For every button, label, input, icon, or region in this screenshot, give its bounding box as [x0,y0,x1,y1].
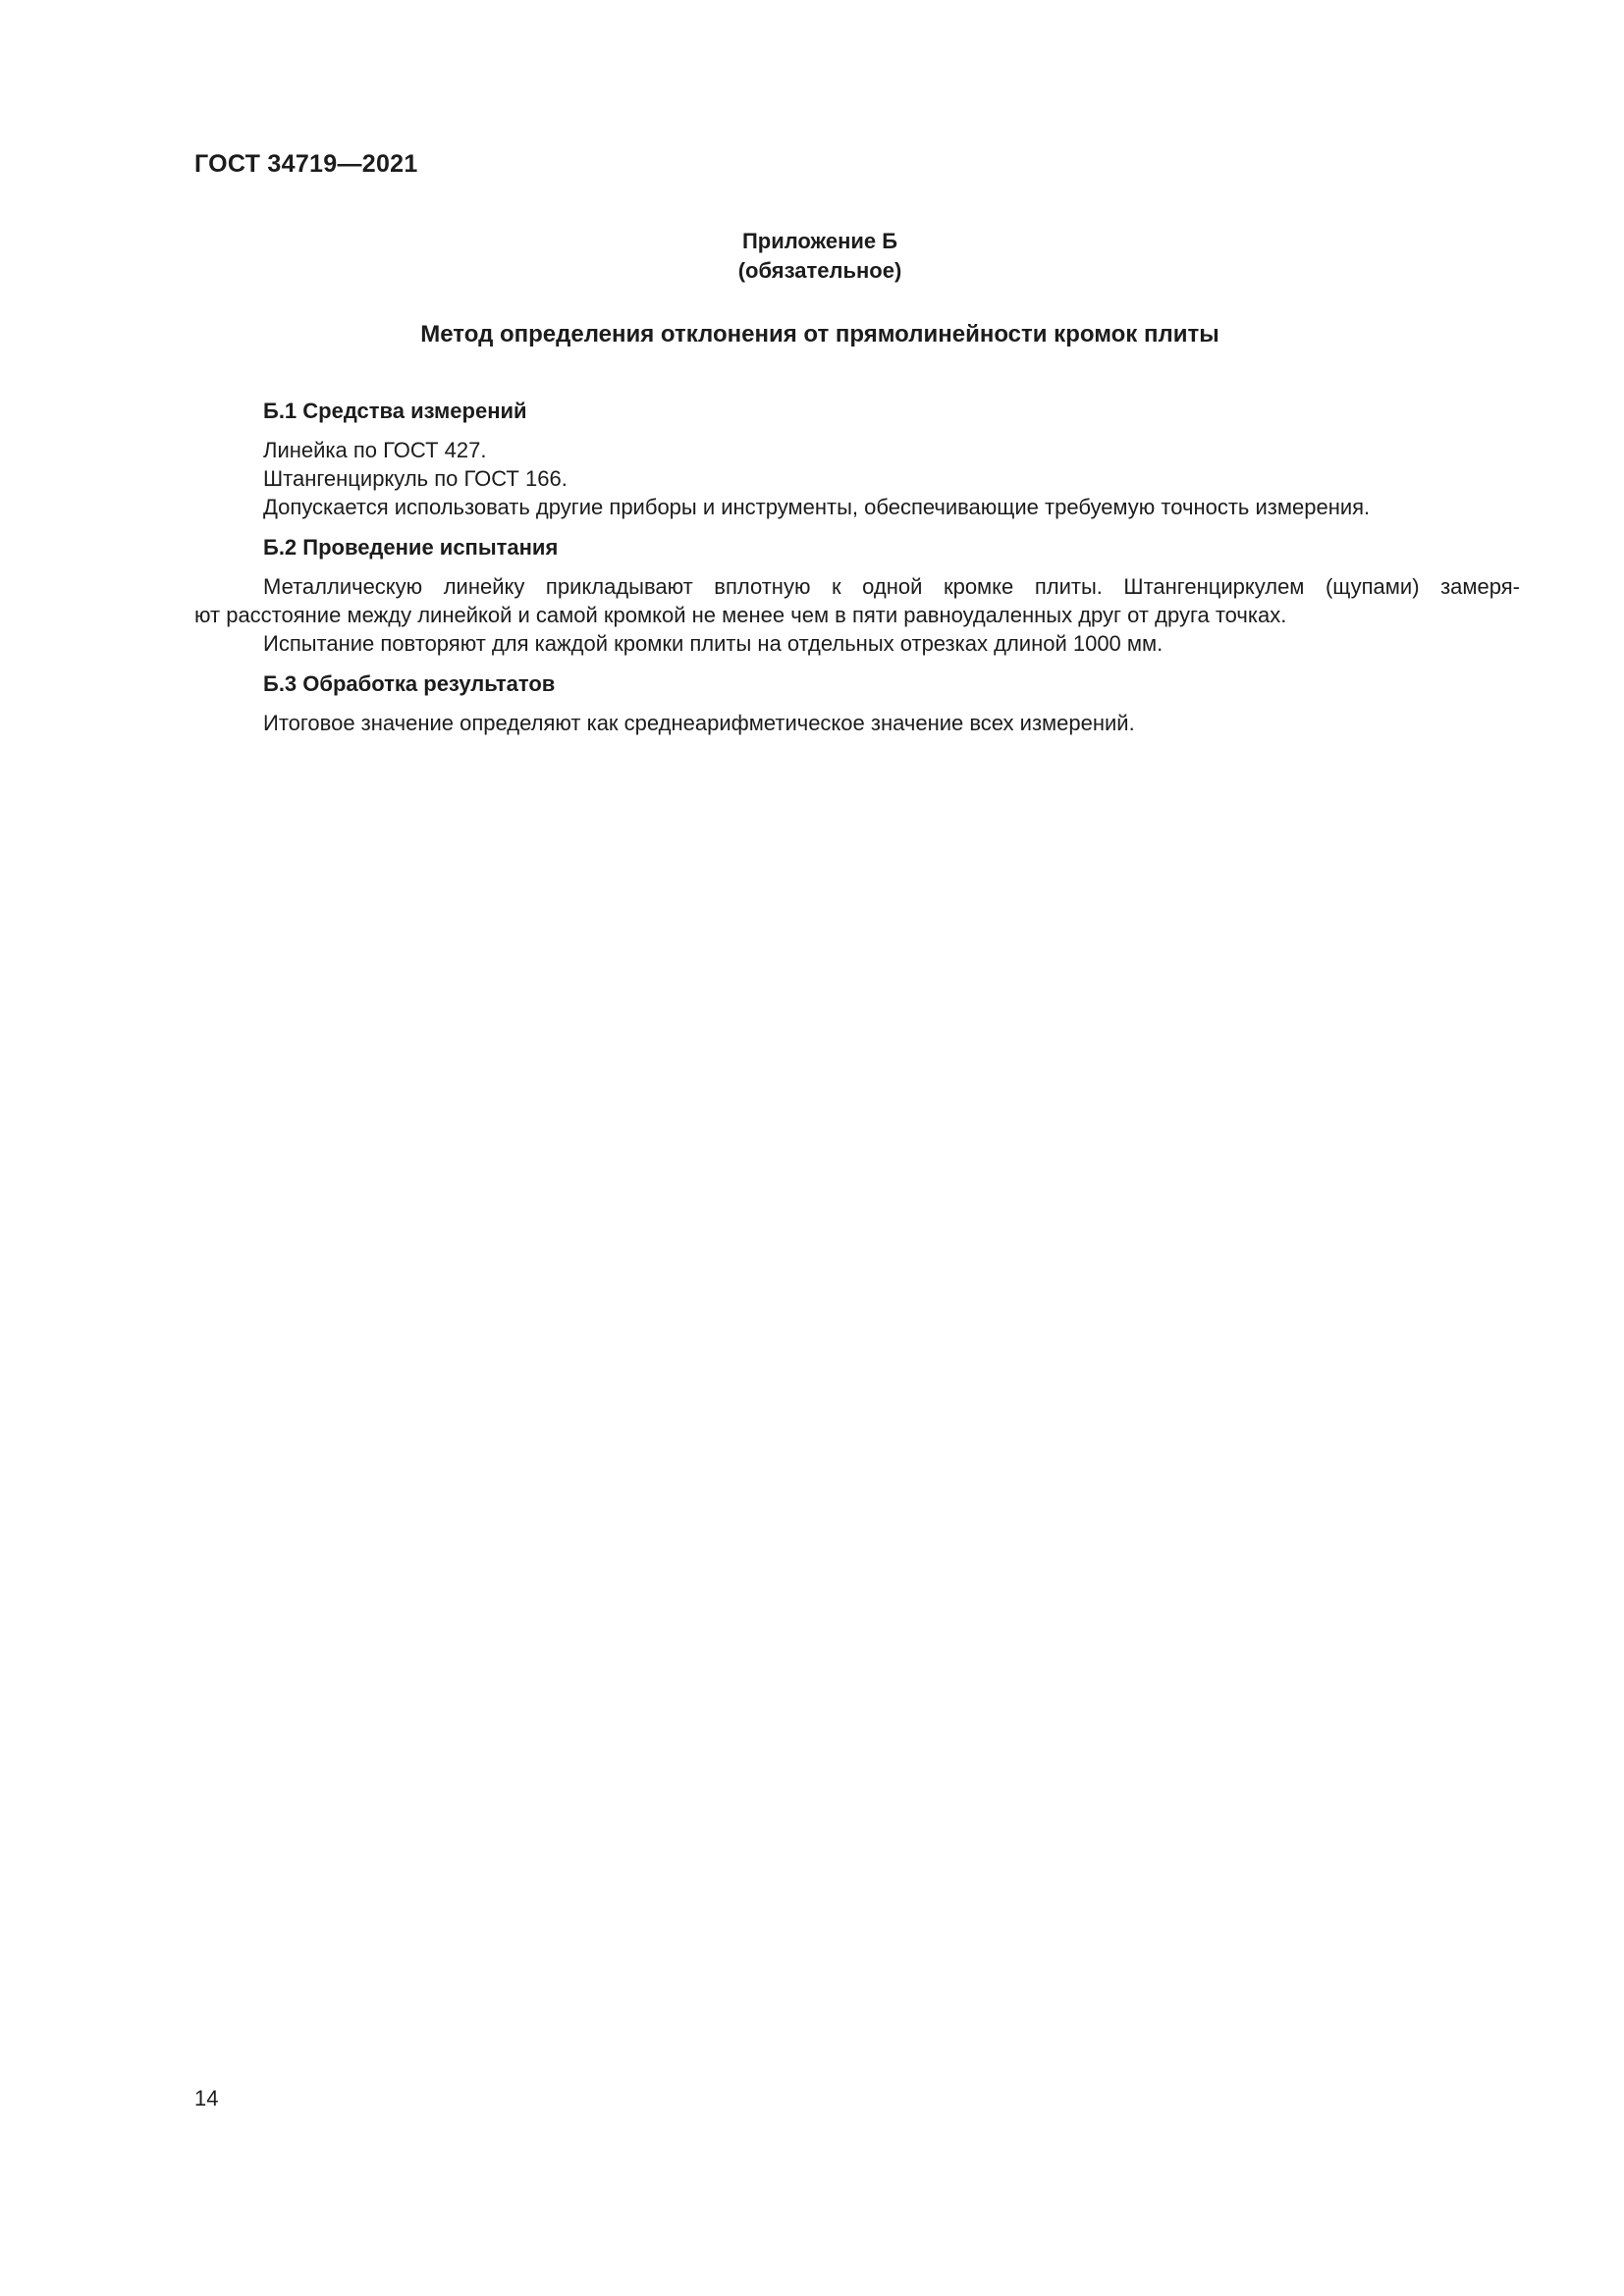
body-paragraph-line: ют расстояние между линейкой и самой кромкой не менее чем в пяти равноудаленных друг от друга точках. [194,603,1287,627]
document-id: ГОСТ 34719—2021 [194,150,418,178]
body-line: Линейка по ГОСТ 427. [263,438,487,462]
appendix-heading: Метод определения отклонения от прямолинейности кромок плиты [420,321,1219,347]
section-b1 [194,397,1520,521]
body-line: Итоговое значение определяют как среднеарифметическое значение всех измерений. [263,711,1135,735]
section-b3 [194,669,1520,737]
appendix-title: Приложение Б [741,229,898,253]
body-line: Допускается использовать другие приборы и инструменты, обеспечивающие требуемую точность измерения. [263,495,1371,519]
appendix-status: (обязательное) [737,258,902,283]
body-paragraph-line: Металлическую линейку прикладывают вплотную к одной кромке плиты. Штангенциркулем (щупами) замеря- [263,574,1520,599]
document-body [194,397,1520,737]
section-heading: Б.3 Обработка результатов [263,671,556,696]
page-number: 14 [194,2086,219,2110]
body-paragraph: Испытание повторяют для каждой кромки плиты на отдельных отрезках длиной 1000 мм. [263,631,1164,656]
body-line: Штангенциркуль по ГОСТ 166. [263,466,568,491]
section-b2 [194,533,1520,658]
section-heading: Б.2 Проведение испытания [263,535,559,560]
section-heading: Б.1 Средства измерений [263,399,527,423]
